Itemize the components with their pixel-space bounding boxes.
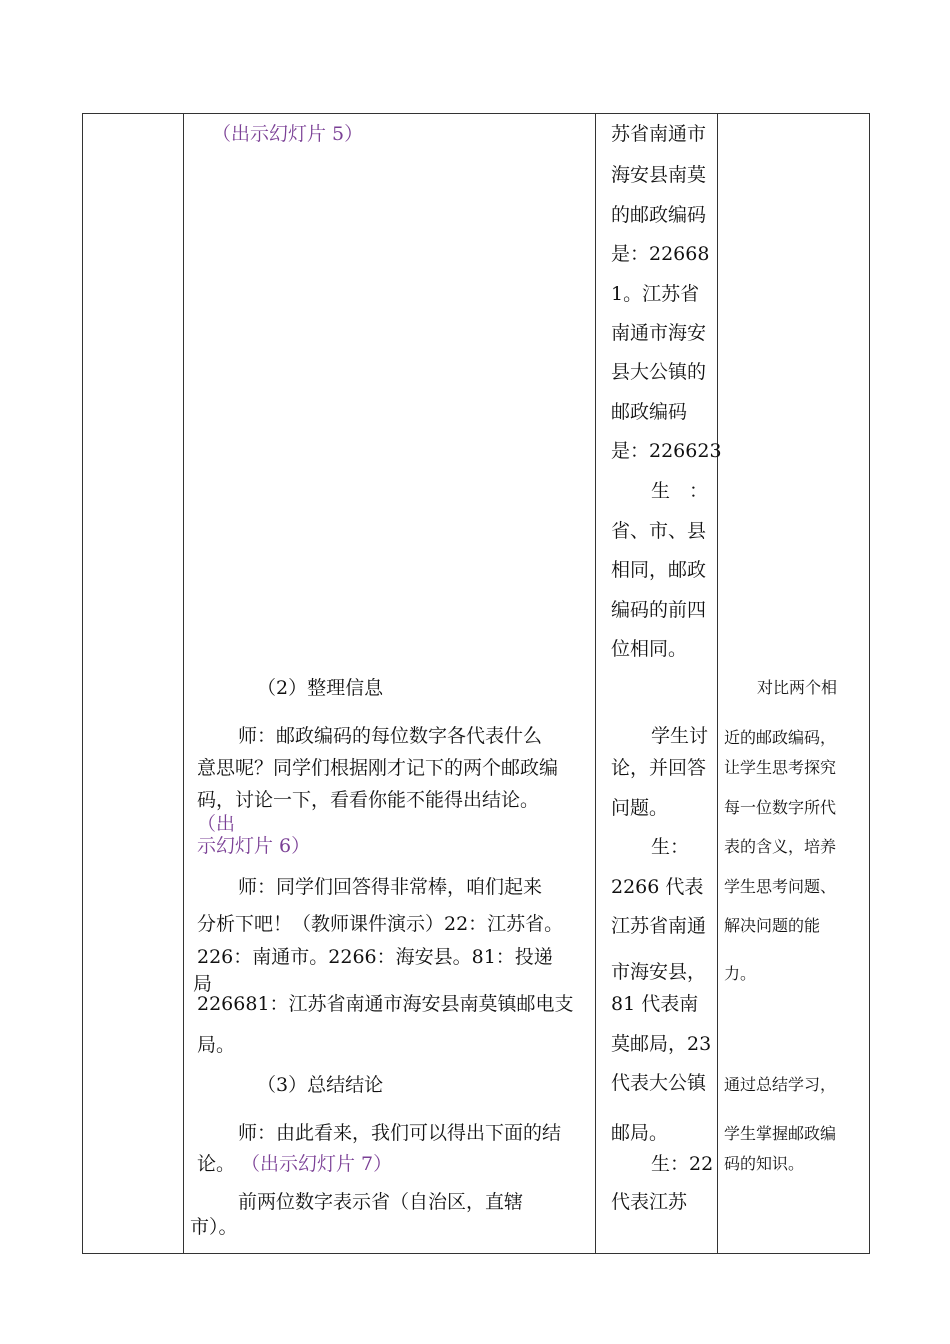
design-intent-line: 每一位数字所代 xyxy=(724,798,837,817)
section-heading-organize: （2）整理信息 xyxy=(257,677,384,699)
student-activity-line: 生 ： xyxy=(651,480,709,502)
student-activity-line: 编码的前四 xyxy=(611,599,707,621)
student-activity-line: 海安县南莫 xyxy=(611,164,707,186)
section-heading-conclusion: （3）总结结论 xyxy=(257,1074,384,1096)
student-activity-line: 2266 代表 xyxy=(611,876,704,898)
paragraph-line: 前两位数字表示省（自治区，直辖 xyxy=(238,1191,524,1213)
paragraph-line: 师：同学们回答得非常棒，咱们起来 xyxy=(238,876,543,898)
student-activity-line: 相同，邮政 xyxy=(611,559,707,581)
student-activity-line: 省、市、县 xyxy=(611,520,707,542)
column-divider xyxy=(717,113,718,1254)
student-activity-line: 学生讨 xyxy=(651,725,709,747)
design-intent-line: 学生思考问题、 xyxy=(724,877,837,896)
slide-5-note: （出示幻灯片 5） xyxy=(212,123,364,145)
paragraph-line-fragment: 局 xyxy=(193,973,213,995)
student-activity-line: 论，并回答 xyxy=(611,757,707,779)
slide-6-note: 示幻灯片 6） xyxy=(197,835,311,857)
design-intent-line: 解决问题的能 xyxy=(724,916,821,935)
student-activity-line: 江苏省南通 xyxy=(611,915,707,937)
student-activity-line: 代表大公镇 xyxy=(611,1072,707,1094)
student-activity-line: 的邮政编码 xyxy=(611,204,707,226)
paragraph-line: 局。 xyxy=(197,1034,236,1056)
design-intent-line: 表的含义，培养 xyxy=(724,837,837,856)
student-activity-line: 南通市海安 xyxy=(611,322,707,344)
student-activity-line: 生： xyxy=(651,836,690,858)
student-activity-line: 县大公镇的 xyxy=(611,361,707,383)
student-activity-line: 1。江苏省 xyxy=(611,283,700,305)
student-activity-line: 问题。 xyxy=(611,797,669,819)
paragraph-line: 226：南通市。2266：海安县。81：投递 xyxy=(197,946,553,968)
slide-7-note: （出示幻灯片 7） xyxy=(241,1153,393,1175)
paragraph-line: 分析下吧！（教师课件演示）22：江苏省。 xyxy=(197,913,564,935)
student-activity-line: 81 代表南 xyxy=(611,993,699,1015)
student-activity-line: 生：22 xyxy=(651,1153,714,1175)
student-activity-line: 是：22668 xyxy=(611,243,710,265)
student-activity-line: 邮政编码 xyxy=(611,401,688,423)
design-intent-line: 让学生思考探究 xyxy=(724,758,837,777)
design-intent-line: 对比两个相 xyxy=(757,678,838,697)
paragraph-line: 市）。 xyxy=(190,1216,238,1238)
design-intent-line: 通过总结学习， xyxy=(724,1075,837,1094)
design-intent-line: 学生掌握邮政编 xyxy=(724,1124,837,1143)
paragraph-line: 226681：江苏省南通市海安县南莫镇邮电支 xyxy=(197,993,574,1015)
design-intent-line: 近的邮政编码， xyxy=(724,728,837,747)
design-intent-line: 力。 xyxy=(724,964,757,983)
column-divider xyxy=(183,113,184,1254)
paragraph-line: 意思呢？同学们根据刚才记下的两个邮政编 xyxy=(197,757,559,779)
paragraph-line: 论。 xyxy=(197,1153,236,1175)
student-activity-line: 位相同。 xyxy=(611,638,688,660)
paragraph-line: 码，讨论一下，看看你能不能得出结论。 xyxy=(197,789,540,811)
student-activity-line: 代表江苏 xyxy=(611,1191,688,1213)
student-activity-line: 莫邮局，23 xyxy=(611,1033,712,1055)
design-intent-line: 码的知识。 xyxy=(724,1154,805,1173)
paragraph-line: 师：由此看来，我们可以得出下面的结 xyxy=(238,1122,562,1144)
student-activity-line: 市海安县， xyxy=(611,961,707,983)
student-activity-line: 是：226623 xyxy=(611,440,722,462)
student-activity-line: 苏省南通市 xyxy=(611,123,707,145)
column-divider xyxy=(595,113,596,1254)
slide-6-note-fragment: （出 xyxy=(197,813,236,835)
paragraph-line: 师：邮政编码的每位数字各代表什么 xyxy=(238,725,543,747)
student-activity-line: 邮局。 xyxy=(611,1122,669,1144)
